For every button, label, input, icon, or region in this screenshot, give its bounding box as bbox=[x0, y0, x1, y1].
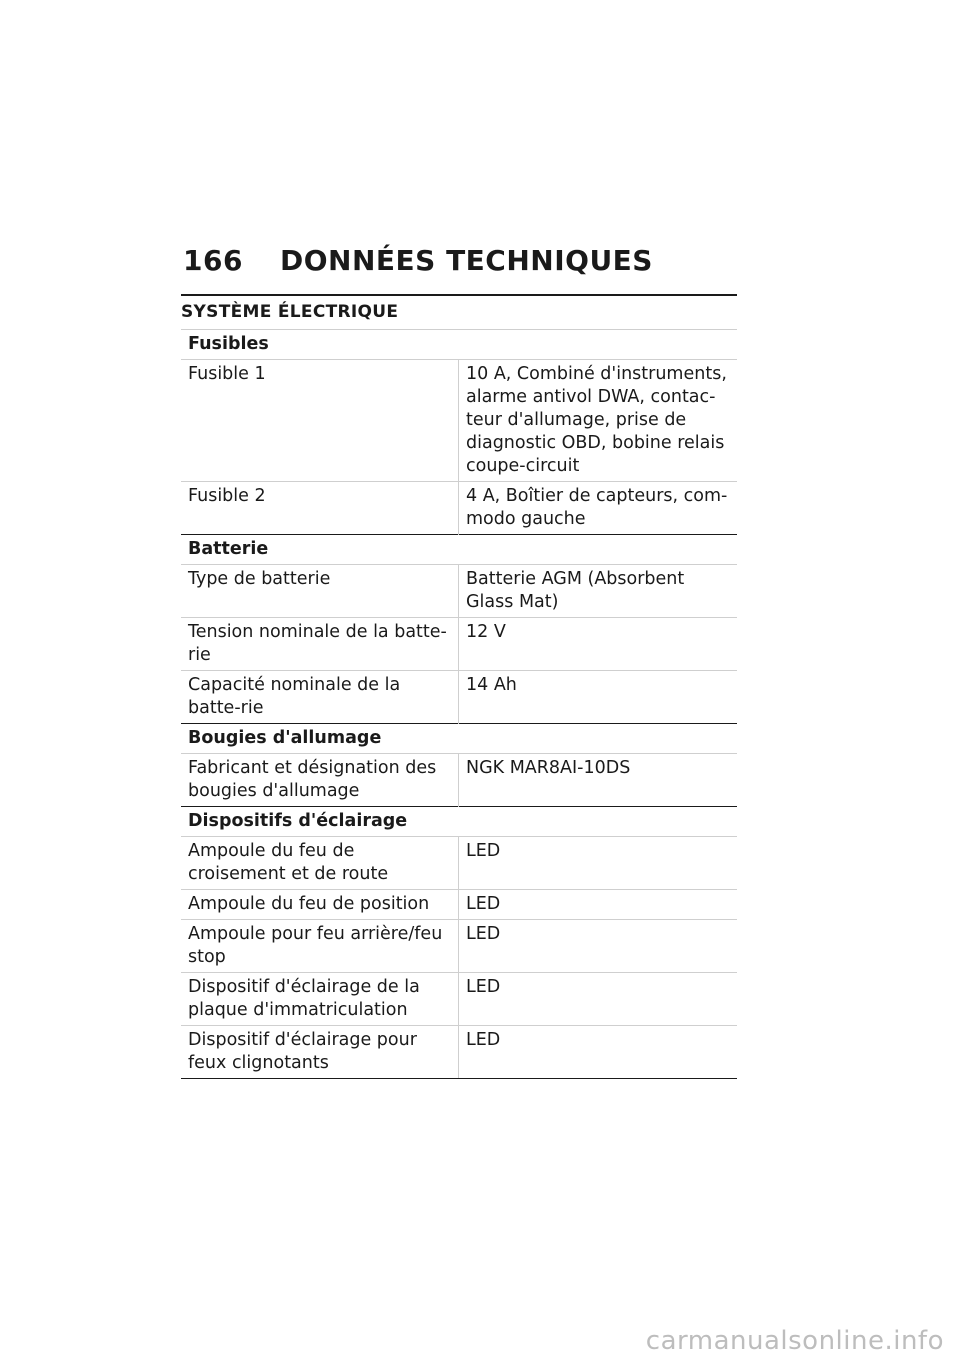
spec-table bbox=[181, 329, 737, 1079]
row-label: Fabricant et désignation des bougies d'allumage bbox=[181, 754, 459, 807]
row-label: Ampoule du feu de croisement et de route bbox=[181, 837, 459, 890]
row-label: Tension nominale de la batte-rie bbox=[181, 618, 459, 671]
table-row bbox=[181, 671, 737, 724]
row-label: Ampoule pour feu arrière/feu stop bbox=[181, 920, 459, 973]
row-value: 14 Ah bbox=[459, 671, 738, 724]
group-title: Bougies d'allumage bbox=[181, 724, 737, 754]
row-value: 12 V bbox=[459, 618, 738, 671]
group-header-row bbox=[181, 330, 737, 360]
row-label: Dispositif d'éclairage pour feux clignotants bbox=[181, 1026, 459, 1079]
table-row bbox=[181, 890, 737, 920]
row-value: LED bbox=[459, 837, 738, 890]
group-header-row bbox=[181, 724, 737, 754]
group-title: Fusibles bbox=[181, 330, 737, 360]
group-header-row bbox=[181, 535, 737, 565]
row-label: Fusible 2 bbox=[181, 482, 459, 535]
table-row bbox=[181, 973, 737, 1026]
row-value: LED bbox=[459, 1026, 738, 1079]
row-label: Dispositif d'éclairage de la plaque d'immatriculation bbox=[181, 973, 459, 1026]
table-row bbox=[181, 754, 737, 807]
table-row bbox=[181, 920, 737, 973]
row-value: Batterie AGM (Absorbent Glass Mat) bbox=[459, 565, 738, 618]
group-title: Batterie bbox=[181, 535, 737, 565]
row-value: 10 A, Combiné d'instruments, alarme antivol DWA, contac-teur d'allumage, prise de diagnostic OBD, bobine relais coupe-circuit bbox=[459, 360, 738, 482]
row-label: Type de batterie bbox=[181, 565, 459, 618]
row-value: 4 A, Boîtier de capteurs, com-modo gauche bbox=[459, 482, 738, 535]
row-label: Fusible 1 bbox=[181, 360, 459, 482]
page-number: 166 bbox=[183, 244, 243, 277]
group-header-row bbox=[181, 807, 737, 837]
row-value: LED bbox=[459, 973, 738, 1026]
row-label: Ampoule du feu de position bbox=[181, 890, 459, 920]
table-row bbox=[181, 565, 737, 618]
page-header bbox=[183, 244, 653, 277]
table-row bbox=[181, 618, 737, 671]
chapter-title: DONNÉES TECHNIQUES bbox=[280, 244, 653, 277]
row-value: LED bbox=[459, 920, 738, 973]
watermark: carmanualsonline.info bbox=[645, 1326, 944, 1356]
row-label: Capacité nominale de la batte-rie bbox=[181, 671, 459, 724]
section-title: SYSTÈME ÉLECTRIQUE bbox=[181, 294, 737, 322]
row-value: LED bbox=[459, 890, 738, 920]
row-value: NGK MAR8AI-10DS bbox=[459, 754, 738, 807]
table-row bbox=[181, 1026, 737, 1079]
table-row bbox=[181, 360, 737, 482]
table-row bbox=[181, 837, 737, 890]
group-title: Dispositifs d'éclairage bbox=[181, 807, 737, 837]
table-row bbox=[181, 482, 737, 535]
